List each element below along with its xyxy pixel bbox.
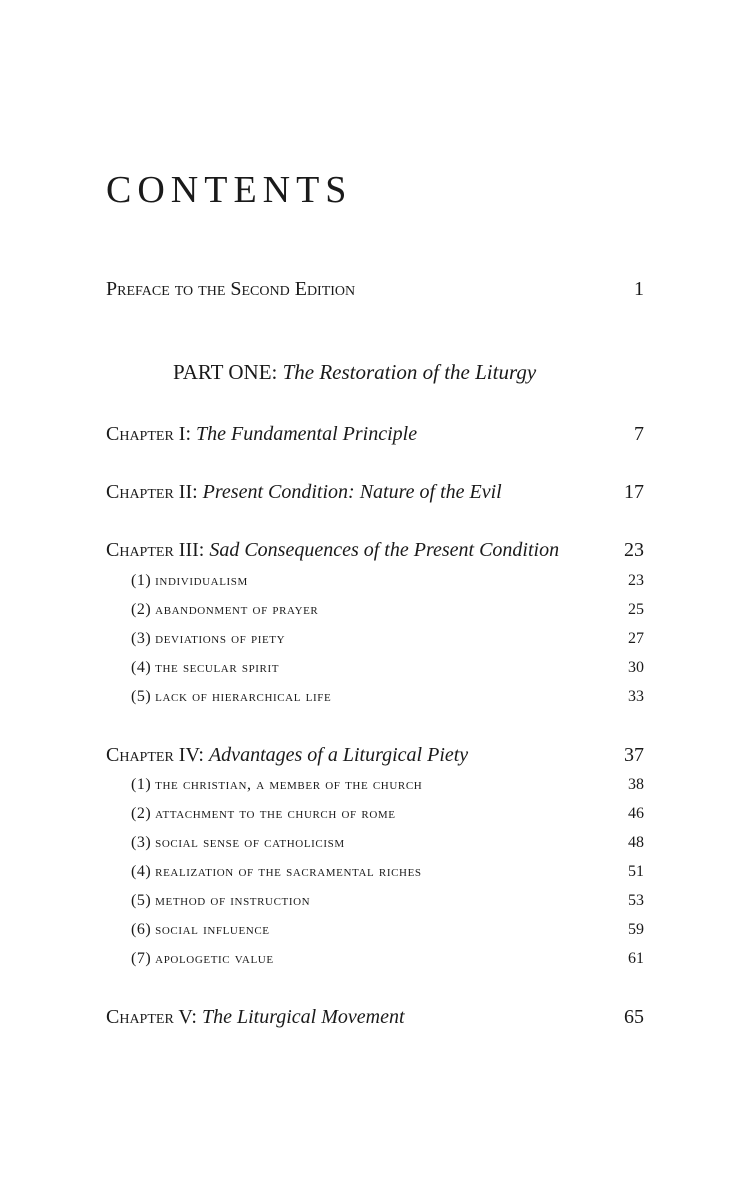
part-prefix: PART ONE: [173,360,278,384]
toc-section[interactable] [131,630,644,648]
toc-page-number: 53 [628,892,644,909]
section-label: social influence [155,921,270,938]
toc-section[interactable] [131,805,644,823]
toc-page-number: 33 [628,688,644,705]
chapter-title: The Liturgical Movement [201,1006,405,1028]
toc-page-number: 46 [628,805,644,822]
section-number: (5) [131,688,152,705]
toc-entry-text [106,744,468,767]
section-text [131,776,422,794]
toc-entry-text [106,423,417,446]
section-text [131,659,279,677]
toc-page-number: 25 [628,601,644,618]
toc-entry-text [106,1006,405,1029]
toc-entry-chapter-5[interactable] [106,1006,644,1029]
toc-page-number: 59 [628,921,644,938]
section-number: (4) [131,659,152,676]
chapter-label: Chapter II: [106,481,198,503]
toc-entry-text [106,539,559,562]
toc-page-number: 23 [628,572,644,589]
toc-page-number: 65 [624,1006,644,1028]
section-number: (7) [131,950,152,967]
section-number: (1) [131,572,152,589]
section-label: lack of hierarchical life [155,688,332,705]
toc-section[interactable] [131,659,644,677]
section-number: (3) [131,834,152,851]
chapter-label: Chapter III: [106,539,205,561]
toc-entry-label: Preface to the Second Edition [106,278,356,300]
chapter-title: Advantages of a Liturgical Piety [208,744,469,766]
toc-page-number: 48 [628,834,644,851]
chapter-title: The Fundamental Principle [196,423,418,445]
section-label: individualism [155,572,248,589]
toc-page-number: 27 [628,630,644,647]
toc-section[interactable] [131,950,644,968]
part-heading [173,360,536,385]
section-text [131,805,396,823]
toc-entry-chapter-4[interactable] [106,744,644,767]
toc-entry-chapter-3[interactable] [106,539,644,562]
section-number: (2) [131,805,152,822]
toc-section[interactable] [131,572,644,590]
chapter-title: Sad Consequences of the Present Condition [209,539,560,561]
section-label: method of instruction [155,892,311,909]
toc-page-number: 1 [634,278,644,300]
toc-section[interactable] [131,776,644,794]
toc-section[interactable] [131,921,644,939]
section-text [131,601,318,619]
section-label: social sense of catholicism [155,834,345,851]
section-label: the christian, a member of the church [155,776,423,793]
toc-page-number: 37 [624,744,644,766]
section-label: the secular spirit [155,659,280,676]
toc-page-number: 61 [628,950,644,967]
section-label: deviations of piety [155,630,286,647]
section-text [131,863,422,881]
section-text [131,630,285,648]
section-label: attachment to the church of rome [155,805,396,822]
toc-entry-text [106,481,502,504]
toc-section[interactable] [131,601,644,619]
toc-entry-chapter-2[interactable] [106,481,644,504]
toc-page-number: 30 [628,659,644,676]
toc-section[interactable] [131,863,644,881]
section-text [131,688,331,706]
toc-page-number: 38 [628,776,644,793]
toc-section[interactable] [131,688,644,706]
toc-entry-chapter-1[interactable] [106,423,644,446]
section-number: (5) [131,892,152,909]
section-label: realization of the sacramental riches [155,863,422,880]
toc-page-number: 51 [628,863,644,880]
toc-section[interactable] [131,892,644,910]
section-text [131,892,310,910]
section-text [131,834,345,852]
section-text [131,572,248,590]
toc-entry-preface[interactable] [106,278,644,301]
toc-page-number: 17 [624,481,644,503]
chapter-label: Chapter V: [106,1006,197,1028]
toc-page-number: 7 [634,423,644,445]
section-number: (6) [131,921,152,938]
section-text [131,950,274,968]
section-label: apologetic value [155,950,274,967]
section-text [131,921,270,939]
part-title: The Restoration of the Liturgy [282,360,537,384]
section-label: abandonment of prayer [155,601,319,618]
chapter-label: Chapter IV: [106,744,204,766]
toc-section[interactable] [131,834,644,852]
page-title: CONTENTS [106,169,353,211]
toc-page-number: 23 [624,539,644,561]
chapter-title: Present Condition: Nature of the Evil [202,481,502,503]
section-number: (1) [131,776,152,793]
section-number: (4) [131,863,152,880]
chapter-label: Chapter I: [106,423,192,445]
section-number: (2) [131,601,152,618]
section-number: (3) [131,630,152,647]
